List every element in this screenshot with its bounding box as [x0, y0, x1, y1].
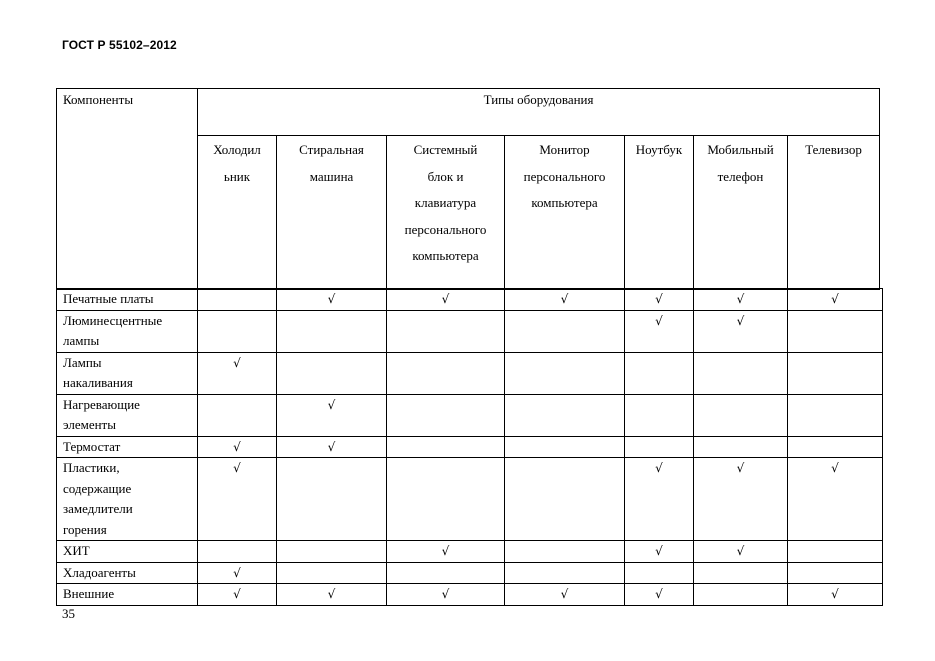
component-label	[57, 289, 198, 311]
component-label	[57, 458, 198, 541]
check-mark-cell: √	[694, 541, 788, 563]
table-row	[57, 541, 883, 563]
check-mark-cell: √	[625, 458, 694, 541]
check-mark-cell: √	[694, 458, 788, 541]
table-row	[57, 584, 883, 606]
check-mark-cell: √	[198, 584, 277, 606]
cell-text-line: Холодил	[213, 142, 261, 157]
empty-cell	[277, 541, 387, 563]
cell-text-line: лампы	[63, 333, 100, 348]
empty-cell	[788, 394, 883, 436]
empty-cell	[387, 352, 505, 394]
cell-text-line: Мобильный	[707, 142, 774, 157]
empty-cell	[788, 562, 883, 584]
component-label	[57, 584, 198, 606]
cell-text-line: компьютера	[531, 195, 598, 210]
cell-text-line: элементы	[63, 417, 116, 432]
cell-text-line: персонального	[404, 221, 487, 237]
cell-text-line: горения	[63, 521, 107, 537]
empty-cell	[788, 310, 883, 352]
check-mark-cell: √	[625, 310, 694, 352]
component-label	[57, 310, 198, 352]
empty-cell	[387, 436, 505, 458]
empty-cell	[694, 436, 788, 458]
empty-cell	[694, 394, 788, 436]
empty-cell	[788, 541, 883, 563]
table-row	[57, 352, 883, 394]
check-mark-cell: √	[788, 289, 883, 311]
equipment-column-header	[277, 136, 387, 290]
table-row	[57, 436, 883, 458]
cell-text-line: Пластики,	[63, 460, 120, 475]
cell-text-line: Телевизор	[805, 142, 862, 157]
cell-text-line: замедлители	[63, 501, 133, 516]
component-label	[57, 541, 198, 563]
check-mark-cell: √	[505, 289, 625, 311]
cell-text-line: клавиатура	[414, 195, 477, 210]
equipment-column-header	[387, 136, 505, 290]
empty-cell	[505, 310, 625, 352]
equipment-column-header	[788, 136, 880, 290]
empty-cell	[505, 436, 625, 458]
check-mark-cell: √	[788, 584, 883, 606]
check-mark-cell: √	[387, 541, 505, 563]
check-mark-cell: √	[694, 310, 788, 352]
equipment-column-header	[198, 136, 277, 290]
cell-text-line: Нагревающие	[63, 396, 140, 412]
empty-cell	[788, 352, 883, 394]
check-mark-cell: √	[198, 352, 277, 394]
cell-text-line: ьник	[223, 168, 251, 184]
cell-text-line: Системный	[413, 142, 478, 157]
empty-cell	[505, 541, 625, 563]
check-mark-cell: √	[505, 584, 625, 606]
check-mark-cell: √	[387, 584, 505, 606]
table-row	[57, 458, 883, 541]
cell-text-line: содержащие	[63, 480, 132, 496]
cell-text-line: компьютера	[412, 248, 479, 263]
check-mark-cell: √	[625, 289, 694, 311]
check-mark-cell: √	[277, 436, 387, 458]
empty-cell	[625, 436, 694, 458]
empty-cell	[694, 352, 788, 394]
check-mark-cell: √	[788, 458, 883, 541]
empty-cell	[198, 289, 277, 311]
empty-cell	[625, 352, 694, 394]
empty-cell	[387, 394, 505, 436]
cell-text-line: Хладоагенты	[63, 564, 136, 580]
check-mark-cell: √	[277, 394, 387, 436]
empty-cell	[387, 458, 505, 541]
check-mark-cell: √	[387, 289, 505, 311]
empty-cell	[198, 541, 277, 563]
check-mark-cell: √	[625, 584, 694, 606]
cell-text-line: машина	[309, 168, 354, 184]
cell-text-line: Стиральная	[299, 142, 364, 157]
check-mark-cell: √	[198, 458, 277, 541]
table-row	[57, 310, 883, 352]
check-mark-cell: √	[277, 289, 387, 311]
empty-cell	[625, 394, 694, 436]
empty-cell	[505, 562, 625, 584]
cell-text-line: Внешние	[63, 586, 115, 601]
empty-cell	[694, 584, 788, 606]
check-mark-cell: √	[694, 289, 788, 311]
empty-cell	[277, 310, 387, 352]
equipment-column-header	[505, 136, 625, 290]
page-number: 35	[62, 606, 75, 621]
empty-cell	[788, 436, 883, 458]
cell-text-line: Печатные платы	[63, 291, 154, 306]
check-mark-cell: √	[198, 436, 277, 458]
check-mark-cell: √	[277, 584, 387, 606]
table-row	[57, 394, 883, 436]
check-mark-cell: √	[625, 541, 694, 563]
empty-cell	[277, 562, 387, 584]
component-label	[57, 352, 198, 394]
empty-cell	[387, 310, 505, 352]
cell-text-line: Монитор	[539, 142, 590, 157]
empty-cell	[625, 562, 694, 584]
cell-text-line: Ноутбук	[635, 142, 683, 157]
table-header	[56, 88, 880, 290]
table-row	[57, 289, 883, 311]
cell-text-line: Термостат	[63, 438, 121, 454]
cell-text-line: накаливания	[63, 375, 133, 390]
component-matrix	[56, 288, 883, 606]
empty-cell	[198, 394, 277, 436]
cell-text-line: Лампы	[63, 354, 102, 370]
cell-text-line: персонального	[523, 168, 606, 184]
component-label	[57, 562, 198, 584]
cell-text-line: ХИТ	[63, 543, 90, 558]
empty-cell	[505, 394, 625, 436]
equipment-column-header	[625, 136, 694, 290]
empty-cell	[505, 458, 625, 541]
empty-cell	[694, 562, 788, 584]
equipment-types-header: Типы оборудования	[198, 89, 880, 136]
empty-cell	[277, 352, 387, 394]
cell-text-line: Люминесцентные	[63, 312, 163, 328]
empty-cell	[505, 352, 625, 394]
empty-cell	[387, 562, 505, 584]
empty-cell	[198, 310, 277, 352]
component-label	[57, 436, 198, 458]
component-label	[57, 394, 198, 436]
components-header: Компоненты	[57, 89, 198, 290]
check-mark-cell: √	[198, 562, 277, 584]
equipment-column-header	[694, 136, 788, 290]
cell-text-line: блок и	[427, 168, 464, 184]
document-title: ГОСТ Р 55102–2012	[62, 38, 177, 52]
empty-cell	[277, 458, 387, 541]
table-row	[57, 562, 883, 584]
cell-text-line: телефон	[717, 168, 764, 184]
